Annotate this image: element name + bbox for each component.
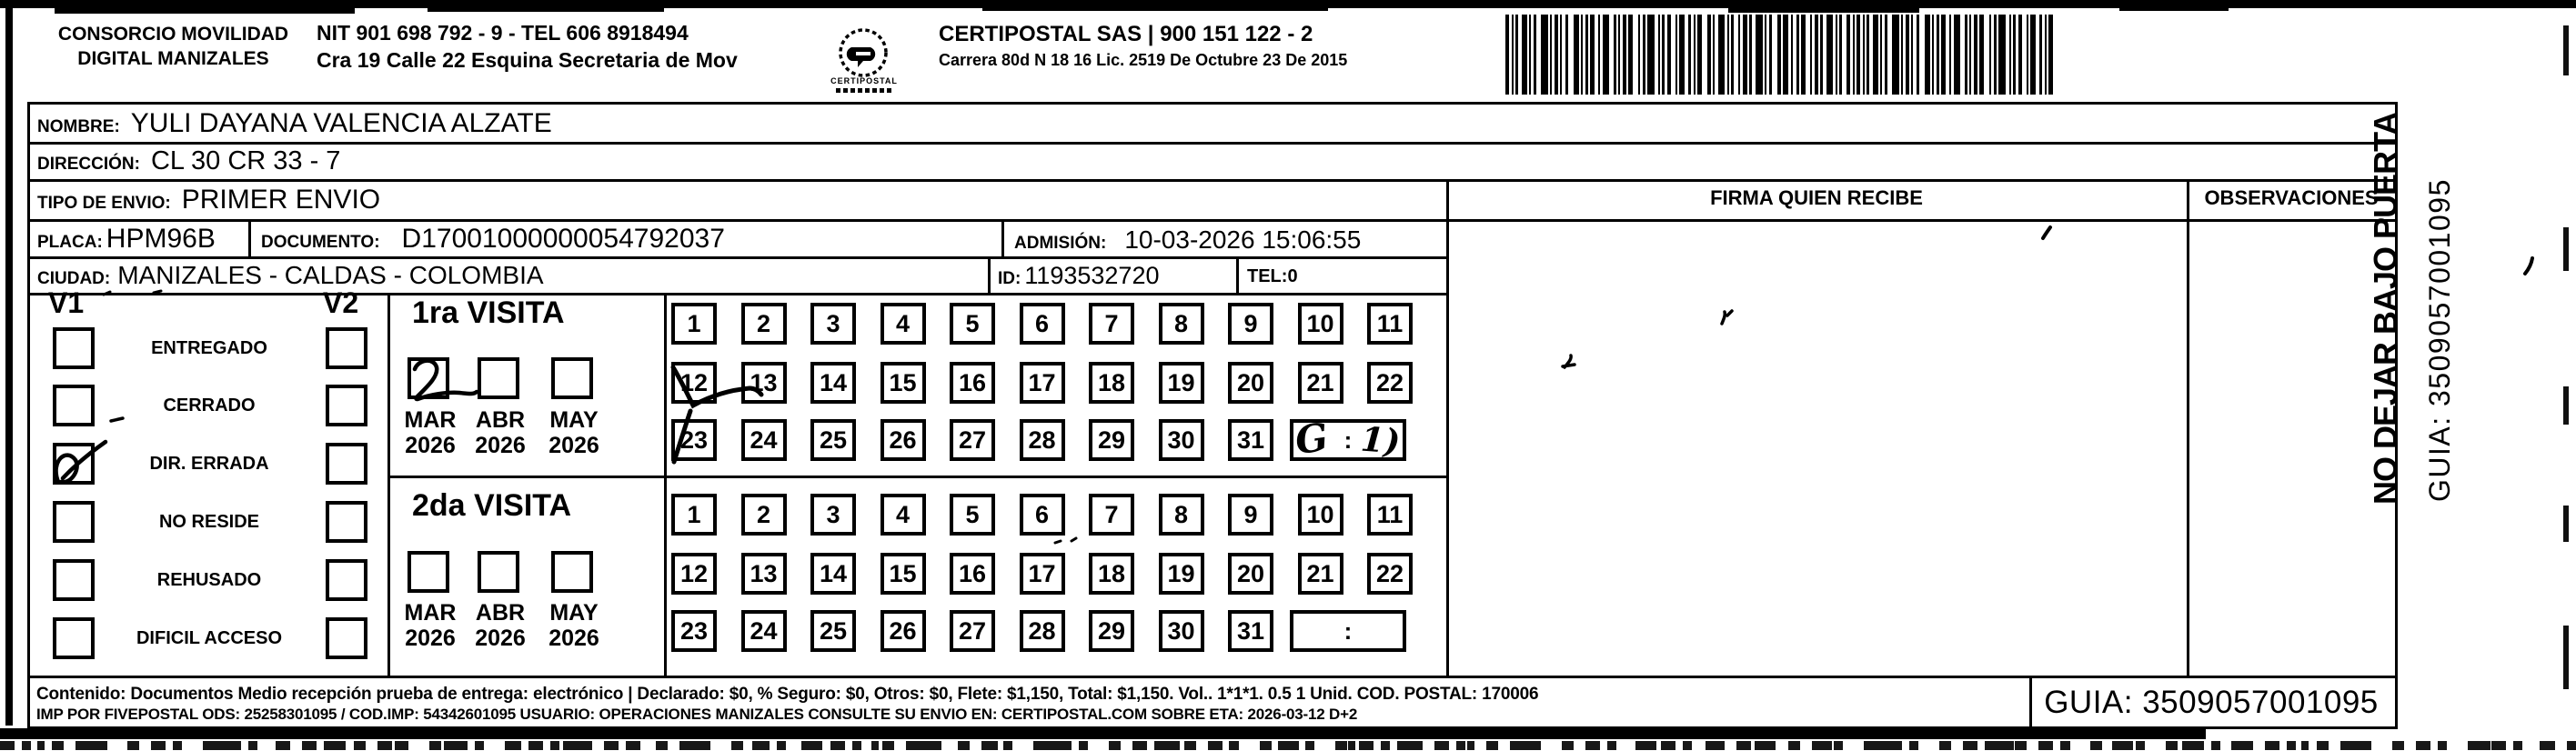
first-visit-day-box[interactable]: 10 (1298, 303, 1343, 345)
second-visit-day-box[interactable]: 31 (1228, 610, 1273, 652)
second-visit-day-box[interactable]: 18 (1089, 553, 1134, 595)
nombre-value: YULI DAYANA VALENCIA ALZATE (130, 108, 552, 138)
contenido-line: Contenido: Documentos Medio recepción prueba de entrega: electrónico | Declarado: $0, % Seguro: $0, Otros: $0, Flete: $1,150, Total: $1,150. Vol.. 1*1*1. 0.5 1 Unid. COD. POSTAL: 170006 (36, 685, 1539, 704)
first-visit-day-box[interactable]: 24 (741, 419, 787, 461)
v1-column-label: V1 (48, 286, 85, 319)
second-visit-day-box[interactable]: 12 (671, 553, 717, 595)
first-visit-day-box[interactable]: 25 (810, 419, 856, 461)
first-visit-title: 1ra VISITA (412, 295, 565, 330)
documento-label: DOCUMENTO: (261, 233, 380, 252)
second-visit-day-box[interactable]: 13 (741, 553, 787, 595)
first-visit-day-box[interactable]: 31 (1228, 419, 1273, 461)
first-visit-day-box[interactable]: 20 (1228, 362, 1273, 404)
first-visit-day-box[interactable]: 12 (671, 362, 717, 404)
month-label: MAR (404, 600, 457, 626)
first-visit-day-box[interactable]: 21 (1298, 362, 1343, 404)
first-visit-day-box[interactable]: 19 (1159, 362, 1204, 404)
second-visit-day-box[interactable]: 26 (880, 610, 926, 652)
first-visit-day-box[interactable]: 16 (950, 362, 995, 404)
first-visit-day-box[interactable]: 15 (880, 362, 926, 404)
observaciones-header: OBSERVACIONES (2204, 186, 2379, 209)
second-visit-day-box[interactable]: 3 (810, 494, 856, 536)
tipo-envio-value: PRIMER ENVIO (181, 185, 381, 215)
second-visit-day-box[interactable]: 5 (950, 494, 995, 536)
first-visit-day-box[interactable]: 7 (1089, 303, 1134, 345)
first-visit-day-box[interactable]: 30 (1159, 419, 1204, 461)
status-option-label: DIR. ERRADA (149, 454, 269, 474)
second-visit-day-box[interactable]: 19 (1159, 553, 1204, 595)
id-label: ID: (998, 269, 1021, 288)
second-visit-day-box[interactable]: 25 (810, 610, 856, 652)
second-visit-day-box[interactable]: 21 (1298, 553, 1343, 595)
second-visit-day-box[interactable]: 4 (880, 494, 926, 536)
second-visit-day-box[interactable]: 24 (741, 610, 787, 652)
admision-label: ADMISIÓN: (1014, 234, 1107, 253)
tel-value: 0 (1287, 266, 1298, 286)
month-label: MAY (549, 600, 599, 626)
year-label: 2026 (548, 433, 599, 458)
second-visit-title: 2da VISITA (412, 488, 572, 523)
first-visit-day-box[interactable]: 14 (810, 362, 856, 404)
imp-line: IMP POR FIVEPOSTAL ODS: 25258301095 / COD.IMP: 54342601095 USUARIO: OPERACIONES MANIZALES CONSULTE SU ENVIO EN: CERTIPOSTAL.COM SOBRE ETA: 2026-03-12 D+2 (36, 706, 1358, 723)
ciudad-label: CIUDAD: (37, 269, 111, 288)
status-option-label: DIFICIL ACCESO (136, 628, 282, 648)
first-visit-day-box[interactable]: 17 (1020, 362, 1065, 404)
second-visit-day-box[interactable]: 14 (810, 553, 856, 595)
company-line1: CONSORCIO MOVILIDAD (57, 24, 289, 45)
first-visit-day-box[interactable]: 27 (950, 419, 995, 461)
no-dejar-bajo-puerta-warning: NO DEJAR BAJO PUERTA (2367, 112, 2404, 505)
second-visit-day-box[interactable]: 8 (1159, 494, 1204, 536)
month-label: ABR (475, 407, 526, 433)
status-option-label: CERRADO (163, 396, 256, 416)
second-visit-day-box[interactable]: 28 (1020, 610, 1065, 652)
company-line2: DIGITAL MANIZALES (77, 48, 269, 69)
guia-number-box: GUIA: 3509057001095 (2044, 685, 2379, 720)
second-visit-day-box[interactable]: 17 (1020, 553, 1065, 595)
ciudad-value: MANIZALES - CALDAS - COLOMBIA (117, 261, 544, 289)
second-visit-day-box[interactable]: 20 (1228, 553, 1273, 595)
first-visit-day-box[interactable]: 5 (950, 303, 995, 345)
nit-line: NIT 901 698 792 - 9 - TEL 606 8918494 (317, 21, 689, 45)
second-visit-day-box[interactable]: 9 (1228, 494, 1273, 536)
year-label: 2026 (475, 433, 526, 458)
address-line: Cra 19 Calle 22 Esquina Secretaria de Mov (317, 48, 738, 72)
year-label: 2026 (548, 626, 599, 651)
first-visit-day-box[interactable]: 1 (671, 303, 717, 345)
status-option-label: NO RESIDE (158, 512, 260, 532)
tipo-envio-label: TIPO DE ENVIO: (37, 194, 171, 213)
first-visit-day-box[interactable]: 11 (1367, 303, 1413, 345)
handwritten-time-right: 1) (1359, 418, 1402, 462)
first-visit-time-box[interactable]: : (1290, 419, 1406, 461)
second-visit-day-box[interactable]: 30 (1159, 610, 1204, 652)
second-visit-day-box[interactable]: 10 (1298, 494, 1343, 536)
firma-header: FIRMA QUIEN RECIBE (1710, 186, 1923, 209)
direccion-label: DIRECCIÓN: (37, 155, 140, 174)
id-value: 1193532720 (1024, 262, 1160, 289)
license-line: Carrera 80d N 18 16 Lic. 2519 De Octubre 23 De 2015 (939, 51, 1348, 69)
placa-label: PLACA: (37, 233, 103, 252)
nombre-label: NOMBRE: (37, 117, 120, 136)
second-visit-day-box[interactable]: 16 (950, 553, 995, 595)
first-visit-day-box[interactable]: 8 (1159, 303, 1204, 345)
second-visit-day-box[interactable]: 23 (671, 610, 717, 652)
first-visit-day-box[interactable]: 28 (1020, 419, 1065, 461)
second-visit-day-box[interactable]: 27 (950, 610, 995, 652)
second-visit-day-box[interactable]: 15 (880, 553, 926, 595)
status-option-label: REHUSADO (156, 570, 262, 590)
second-visit-day-box[interactable]: 29 (1089, 610, 1134, 652)
admision-value: 10-03-2026 15:06:55 (1124, 225, 1362, 254)
second-visit-day-box[interactable]: 11 (1367, 494, 1413, 536)
tel-label: TEL: (1247, 266, 1288, 286)
month-label: ABR (475, 600, 526, 626)
month-label: MAR (404, 407, 457, 433)
placa-value: HPM96B (106, 224, 216, 254)
v2-column-label: V2 (323, 286, 359, 319)
first-visit-day-box[interactable]: 13 (741, 362, 787, 404)
second-visit-time-box[interactable]: : (1290, 610, 1406, 652)
first-visit-day-box[interactable]: 29 (1089, 419, 1134, 461)
first-visit-day-box[interactable]: 23 (671, 419, 717, 461)
first-visit-day-box[interactable]: 2 (741, 303, 787, 345)
first-visit-day-box[interactable]: 22 (1367, 362, 1413, 404)
direccion-value: CL 30 CR 33 - 7 (150, 146, 341, 175)
first-visit-day-box[interactable]: 9 (1228, 303, 1273, 345)
first-visit-day-box[interactable]: 26 (880, 419, 926, 461)
side-guia-number: GUIA: 3509057001095 (2423, 178, 2456, 502)
second-visit-day-box[interactable]: 22 (1367, 553, 1413, 595)
status-option-label: ENTREGADO (151, 338, 267, 358)
certipostal-line: CERTIPOSTAL SAS | 900 151 122 - 2 (939, 22, 1313, 46)
documento-value: D17001000000054792037 (401, 224, 725, 254)
first-visit-day-box[interactable]: 6 (1020, 303, 1065, 345)
year-label: 2026 (405, 626, 456, 651)
first-visit-day-box[interactable]: 4 (880, 303, 926, 345)
second-visit-day-box[interactable]: 7 (1089, 494, 1134, 536)
year-label: 2026 (405, 433, 456, 458)
first-visit-day-box[interactable]: 3 (810, 303, 856, 345)
second-visit-day-box[interactable]: 2 (741, 494, 787, 536)
second-visit-day-box[interactable]: 6 (1020, 494, 1065, 536)
logo-caption: CERTIPOSTAL (830, 76, 898, 85)
handwritten-time-left: G (1292, 414, 1332, 464)
month-label: MAY (549, 407, 599, 433)
first-visit-day-box[interactable]: 18 (1089, 362, 1134, 404)
second-visit-day-box[interactable]: 1 (671, 494, 717, 536)
year-label: 2026 (475, 626, 526, 651)
